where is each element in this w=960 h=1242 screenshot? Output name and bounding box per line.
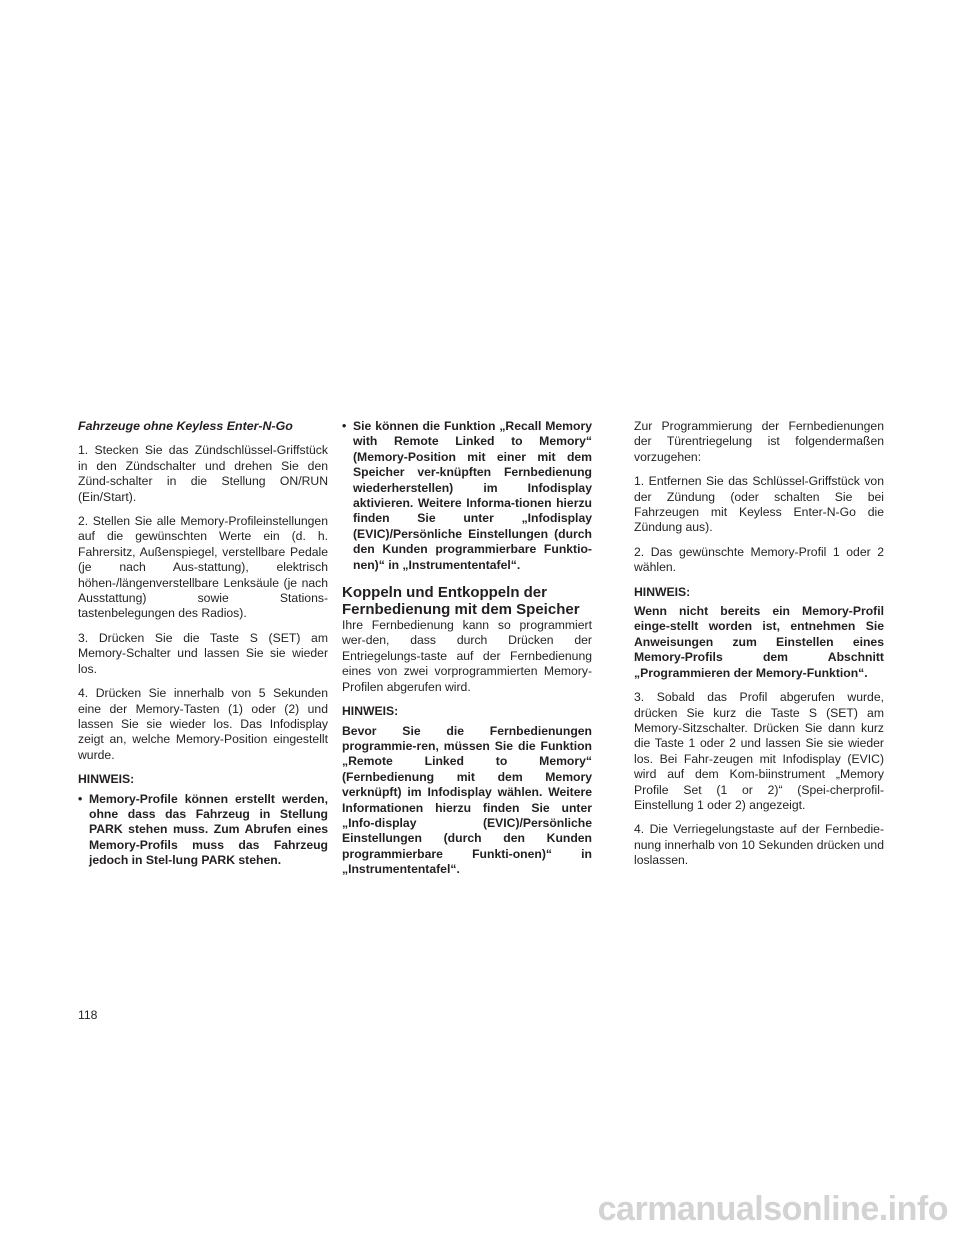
note-text: Bevor Sie die Fernbedienungen programmie-ren, müssen Sie die Funktion „Remote Linked to Memory“ (Fernbedienung mit dem Memory verknüpft) im Infodisplay wählen. Weitere Informationen hierzu finden Sie unter „Info-display (EVIC)/Persönliche Einstellungen (durch den Kunden programmierbare Funkti-onen)“ in „Instrumententafel“. <box>342 723 592 877</box>
note-title: HINWEIS: <box>634 584 691 599</box>
column-left <box>78 419 328 878</box>
step-4: 4. Die Verriegelungstaste auf der Fernbedie-nung innerhalb von 10 Sekunden drücken und loslassen. <box>634 822 884 868</box>
note-title: HINWEIS: <box>342 704 399 719</box>
step-1: 1. Stecken Sie das Zündschlüssel-Griffstück in den Zündschalter und drehen Sie den Zünd-schalter in die Stellung ON/RUN (Ein/Start). <box>78 443 328 504</box>
watermark: carmanualsonline.info <box>597 1190 948 1228</box>
step-3: 3. Sobald das Profil abgerufen wurde, drücken Sie kurz die Taste S (SET) am Memory-Sitzschalter. Drücken Sie dann kurz die Taste 1 oder 2 und lassen Sie sie wieder los. Bei Fahr-zeugen mit Infodisplay (EVIC) wird auf dem Kom-biinstrument „Memory Profile Set (1 or 2)“ (Spei-cherprofil-Einstellung 1 oder 2) angezeigt. <box>634 690 884 812</box>
step-2: 2. Stellen Sie alle Memory-Profileinstellungen auf die gewünschten Werte ein (d. h. Fahrersitz, Außenspiegel, verstellbare Pedale (je nach Aus-stattung), elektrisch höhen-/längenverstellbare Lenksäule (je nach Ausstattung) sowie Stations-tastenbelegungen des Radios). <box>78 514 328 621</box>
subheading: Fahrzeuge ohne Keyless Enter-N-Go <box>78 419 293 433</box>
programming-intro: Zur Programmierung der Fernbedienungen der Türentriegelung ist folgendermaßen vorzugehen: <box>634 419 884 464</box>
section-intro: Ihre Fernbedienung kann so programmiert wer-den, dass durch Drücken der Entriegelungs-taste auf der Fernbedienung eines von zwei vorprogrammierten Memory-Profilen abgerufen wird. <box>342 618 592 694</box>
bullet-icon: • <box>342 419 347 433</box>
bullet-icon: • <box>78 791 83 806</box>
column-middle <box>342 419 592 887</box>
step-1: 1. Entfernen Sie das Schlüssel-Griffstück von der Zündung (oder schalten Sie bei Fahrzeugen mit Keyless Enter-N-Go die Zündung aus). <box>634 474 884 535</box>
note-text: Wenn nicht bereits ein Memory-Profil einge-stellt worden ist, entnehmen Sie Anweisungen zum Einstellen eines Memory-Profils dem Abschnitt „Programmieren der Memory-Funktion“. <box>634 604 884 680</box>
recall-bullet-text: Sie können die Funktion „Recall Memory with Remote Linked to Memory“ (Memory-Position mit einer mit dem Speicher ver-knüpften Fernbedienung wiederherstellen) im Infodisplay aktivieren. Weitere Informa-tionen hierzu finden Sie unter „Infodisplay (EVIC)/Persönliche Einstellungen (durch den Kunden programmierbare Funktio-nen)“ in „Instrumententafel“. <box>353 419 592 572</box>
step-4: 4. Drücken Sie innerhalb von 5 Sekunden eine der Memory-Tasten (1) oder (2) und lassen Sie sie wieder los. Das Infodisplay zeigt an, welche Memory-Position eingestellt wurde. <box>78 686 328 762</box>
note-bullet <box>78 792 328 869</box>
step-3: 3. Drücken Sie die Taste S (SET) am Memory-Schalter und lassen Sie sie wieder los. <box>78 630 328 676</box>
section-heading: Koppeln und Entkoppeln der Fernbedienung mit dem Speicher <box>342 584 580 618</box>
step-2: 2. Das gewünschte Memory-Profil 1 oder 2 wählen. <box>634 544 884 575</box>
note-bullet-text: Memory-Profile können erstellt werden, ohne dass das Fahrzeug in Stellung PARK stehen muss. Zum Abrufen eines Memory-Profils muss das Fahrzeug jedoch in Stel-lung PARK stehen. <box>89 791 328 868</box>
recall-bullet <box>342 419 592 573</box>
column-right <box>634 419 884 878</box>
note-title: HINWEIS: <box>78 772 135 787</box>
page-number: 118 <box>78 1008 98 1022</box>
